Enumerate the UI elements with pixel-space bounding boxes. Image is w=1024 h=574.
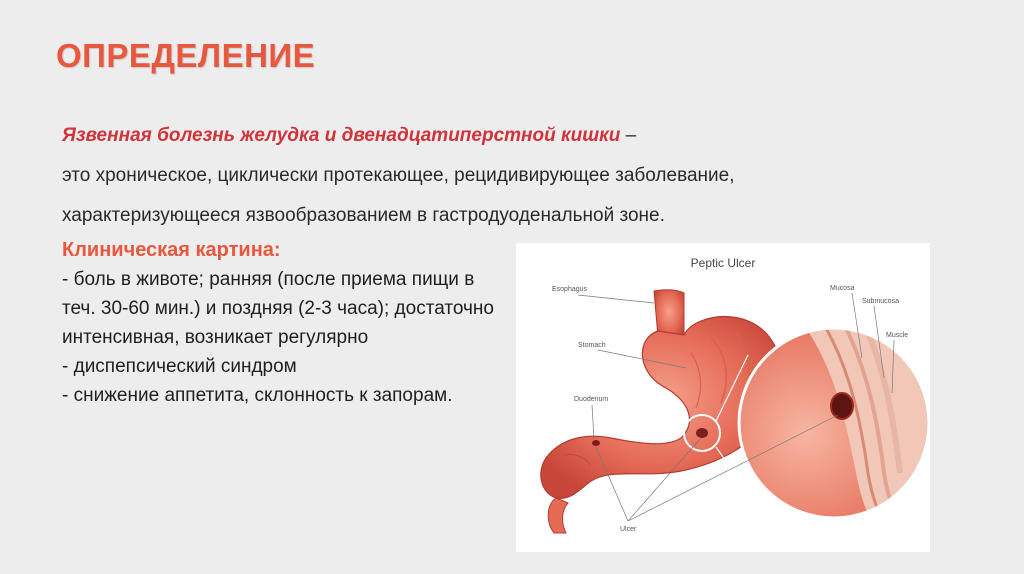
ulcer-crater	[831, 393, 853, 419]
definition-term: Язвенная болезнь желудка и двенадцатиперстной кишки	[62, 125, 621, 146]
label-pointer	[592, 405, 594, 439]
slide-title: ОПРЕДЕЛЕНИЕ	[56, 37, 316, 74]
label-mucosa: Mucosa	[830, 285, 855, 292]
clinical-item: - снижение аппетита, склонность к запорам.	[62, 385, 453, 406]
ulcer-spot	[696, 428, 708, 438]
label-stomach: Stomach	[578, 342, 606, 349]
label-esophagus: Esophagus	[552, 286, 588, 293]
definition-text	[62, 116, 962, 236]
stomach-diagram	[516, 243, 930, 552]
ulcer-spot	[592, 440, 600, 446]
duodenum-shape	[548, 498, 568, 533]
definition-line-1	[62, 116, 962, 156]
label-duodenum: Duodenum	[574, 396, 609, 403]
label-ulcer: Ulcer	[620, 526, 637, 533]
figure-title: Peptic Ulcer	[690, 256, 756, 270]
clinical-picture	[62, 236, 502, 410]
clinical-heading: Клиническая картина:	[62, 239, 281, 261]
definition-line-3: характеризующееся язвообразованием в гастродуоденальной зоне.	[62, 205, 665, 226]
definition-line-2: это хроническое, циклически протекающее, рецидивирующее заболевание,	[62, 165, 735, 186]
definition-dash: –	[620, 125, 637, 146]
label-pointer	[578, 295, 654, 303]
label-submucosa: Submucosa	[862, 298, 899, 305]
clinical-item: - боль в животе; ранняя (после приема пищи в теч. 30-60 мин.) и поздняя (2-3 часа); достаточно интенсивная, возникает регулярно	[62, 269, 494, 348]
clinical-item: - диспепсический синдром	[62, 356, 297, 377]
peptic-ulcer-illustration	[516, 243, 930, 552]
label-muscle: Muscle	[886, 332, 909, 339]
